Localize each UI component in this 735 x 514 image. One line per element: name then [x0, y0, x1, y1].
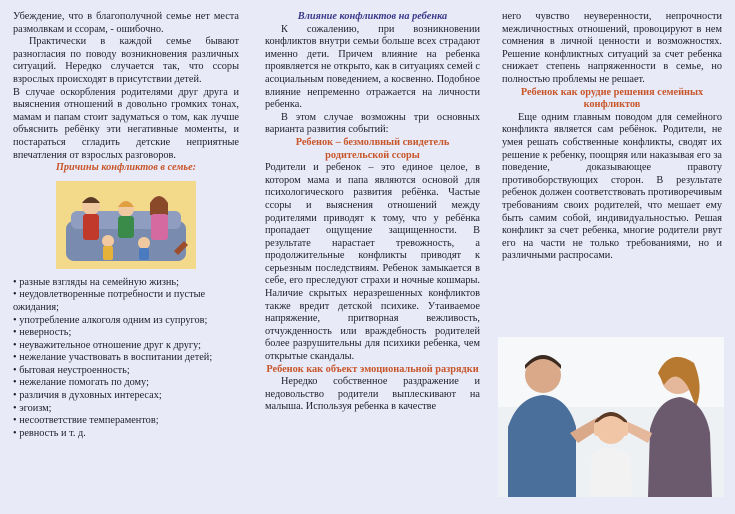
list-item: • бытовая неустроенность;: [13, 365, 239, 378]
tool-paragraph: Еще одним главным поводом для семейного конфликта является сам ребёнок. Родители, не умея решать собственные конфликты, сводят их решение к ребенку, поощряя или наказывая его за поведение, доказывающее правоту противоборствующих сторон. В результате ребенок должен соответствовать противоречивым требованиям своих родителей, что мешает ему быть самим собой, индивидуальностью. Решая конфликт за счет ребенка, многие родители рвут его на части не только требованиями, но и различными распросами.: [502, 111, 722, 262]
emotional-outlet-paragraph: Нередко собственное раздражение и недовольство родители выплескивают на малыша. Используя ребенка в качестве: [265, 376, 480, 413]
list-item: • разные взгляды на семейную жизнь;: [13, 277, 239, 290]
list-item: • неудовлетворенные потребности и пустые ожидания;: [13, 289, 239, 314]
silent-witness-heading: Ребенок – безмолвный свидетель родительской ссоры: [295, 136, 450, 161]
list-item: • ревность и т. д.: [13, 428, 239, 441]
influence-heading: Влияние конфликтов на ребенка: [297, 11, 448, 22]
variants-paragraph: В этом случае возможны три основных варианта развития событий:: [265, 111, 480, 136]
list-item: • несоответствие темпераментов;: [13, 415, 239, 428]
list-item: • эгоизм;: [13, 403, 239, 416]
disagreements-paragraph: Практически в каждой семье бывают разногласия по поводу возникновения различных ситуаций. Нередко случается так, что ссоры взрослых происходят в присутствии детей.: [13, 36, 239, 85]
parents-arguing-photo: [498, 337, 724, 497]
causes-list: [13, 277, 239, 441]
list-item: • неверность;: [13, 327, 239, 340]
continuation-paragraph: него чувство неуверенности, непрочности межличностных отношений, провоцируют в нем сомнения в личной ценности и возможностях. Решение конфликтных ситуаций за счет ребенка снижает степень напряженности в семье, но полностью проблемы не решает.: [502, 11, 722, 85]
tool-heading: Ребенок как орудие решения семейных конфликтов: [520, 86, 704, 111]
list-item: • различия в духовных интересах;: [13, 390, 239, 403]
emotional-outlet-heading: Ребенок как объект эмоциональной разрядки: [266, 363, 479, 375]
list-item: • неуважительное отношение друг к другу;: [13, 340, 239, 353]
list-item: • нежелание помогать по дому;: [13, 377, 239, 390]
family-illustration: [56, 181, 196, 269]
column-middle: [245, 0, 490, 514]
influence-paragraph: К сожалению, при возникновении конфликтов внутри семьи больше всех страдают именно дети. Причем влияние на ребенка проявляется не открыто, как в ситуациях семей с асоциальным поведением, а косвенно. Подобное влияние непременно отражается на личности ребенка.: [265, 23, 480, 111]
list-item: • нежелание участвовать в воспитании детей;: [13, 352, 239, 365]
insults-paragraph: В случае оскорбления родителями друг друга и выяснения отношений в довольно громких тонах, мамам и папам стоит задуматься о том, как лучше объяснить ребёнку эти негативные моменты, и постараться сгладить детские неприятные впечатления от взрослых разговоров.: [13, 86, 239, 161]
column-left: [0, 0, 245, 514]
causes-heading: Причины конфликтов в семье:: [55, 162, 197, 174]
list-item: • употребление алкоголя одним из супругов;: [13, 315, 239, 328]
intro-paragraph: Убеждение, что в благополучной семье нет места размолвкам и ссорам, - ошибочно.: [13, 11, 239, 35]
silent-witness-paragraph: Родители и ребенок – это единое целое, в котором мама и папа являются основой для психологического развития ребёнка. Частые ссоры и выяснения отношений между родителями приводят к тому, что у ребёнка пропадает ощущение защищенности. В результате нарастает тревожность, а продолжительные конфликты приводят к серьезным последствиям. Ребенок замыкается в себе, его преследуют страхи и ночные кошмары. Наличие скрытых неразрешенных конфликтов также вредит детской психике. Утаиваемое напряжение, притворная вежливость, отчужденность или враждебность родителей более разрушительны для психики ребенка, чем открытые скандалы.: [265, 162, 480, 363]
